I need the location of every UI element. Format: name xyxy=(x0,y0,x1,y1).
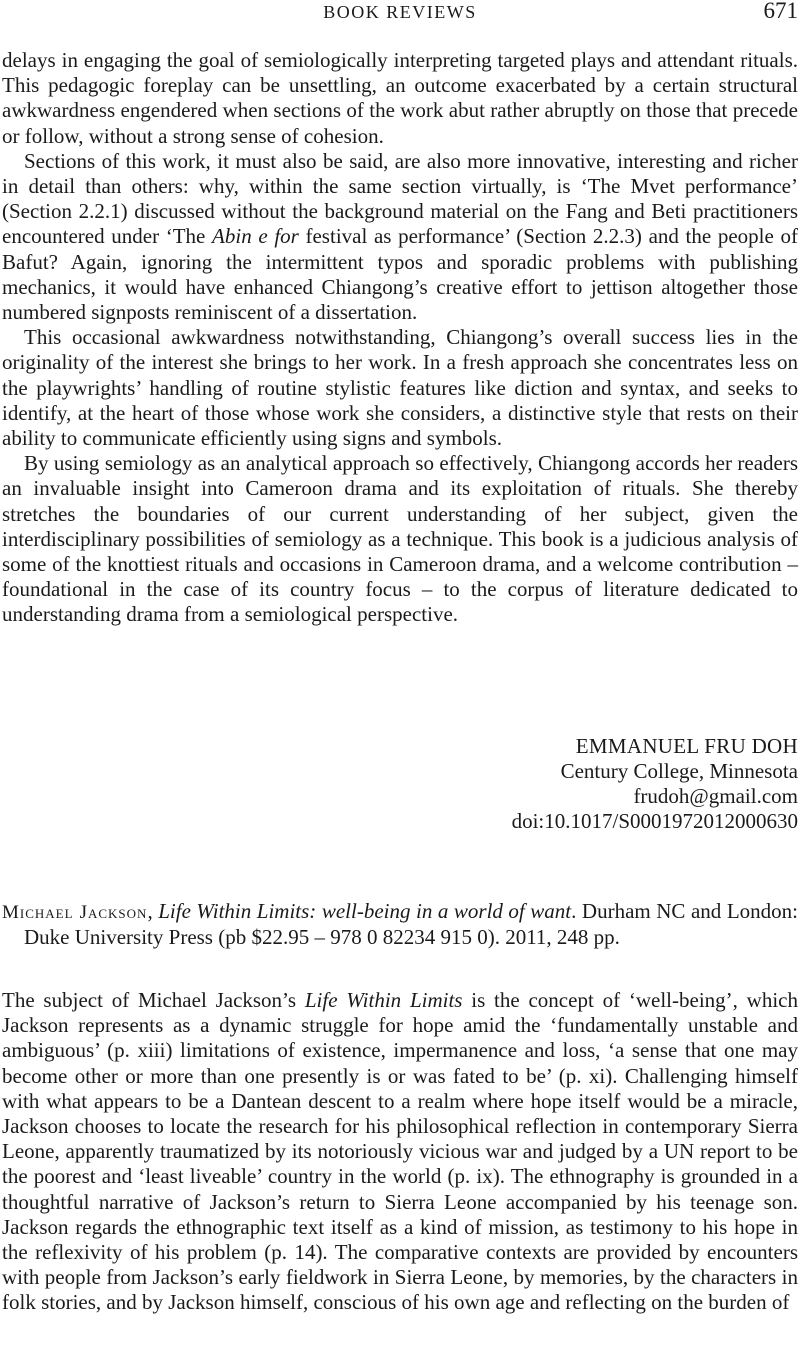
book-title-inline: Life Within Limits xyxy=(304,988,463,1012)
book-citation: Michael Jackson, Life Within Limits: well-being in a world of want. Durham NC and London: Duke University Press (pb $22.95 – 978 0 82234 915 0). 2011, 248 pp. xyxy=(2,899,798,950)
reviewer-affiliation: Century College, Minnesota xyxy=(560,759,798,783)
paragraph-conclusion: By using semiology as an analytical approach so effectively, Chiangong accords her readers an invaluable insight into Cameroon drama and its exploitation of rituals. She thereby stretches the boundaries of our current understanding of her subject, given the interdisciplinary possibilities of semiology as a technique. This book is a judicious analysis of some of the knottiest rituals and occasions in Cameroon drama, and a welcome contribution – foundational in the case of its country focus – to the corpus of literature dedicated to understanding drama from a semiological perspective. xyxy=(2,451,798,627)
festival-title: Abin e for xyxy=(212,224,299,249)
paragraph-success: This occasional awkwardness notwithstanding, Chiangong’s overall success lies in the originality of the interest she brings to her work. In a fresh approach she concentrates less on the playwrights’ handling of routine stylistic features like diction and syntax, and seeks to identify, at the heart of those whose work she considers, a distinctive style that rests on their ability to communicate efficiently using signs and symbols. xyxy=(2,325,798,451)
page-number: 671 xyxy=(763,0,798,23)
reviewer-name: EMMANUEL FRU DOH xyxy=(575,734,798,758)
review-two-body xyxy=(2,988,798,1316)
paragraph-text: festival as performance’ (Section 2.2.3) and the people of Bafut? Again, ignoring the intermittent typos and sporadic problems with publishing mechanics, it would have enhanced Chiangong’s creative effort to jettison altogether those numbered signposts reminiscent of a dissertation. xyxy=(2,224,798,325)
book-title: Life Within Limits: well-being in a world of want xyxy=(158,899,572,923)
doi: doi:10.1017/S0001972012000630 xyxy=(511,809,798,833)
paragraph-sections xyxy=(2,149,798,325)
paragraph-text: is the concept of ‘well-being’, which Jackson represents as a dynamic struggle for hope amid the ‘fundamentally unstable and ambiguous’ (p. xiii) limitations of existence, impermanence and loss, ‘a sense that one may become other or more than one presently is or was fated to be’ (p. xi). Challenging himself with what appears to be a Dantean descent to a realm where hope itself would be a miracle, Jackson chooses to locate the research for his philosophical reflection in contemporary Sierra Leone, apparently traumatized by its notoriously vicious war and judged by a UN report to be the poorest and ‘least liveable’ country in the world (p. ix). The ethnography is grounded in a thoughtful narrative of Jackson’s return to Sierra Leone accompanied by his teenage son. Jackson regards the ethnographic text itself as a kind of mission, as testimony to his hope in the reflexivity of his problem (p. 14). The comparative contexts are provided by encounters with people from Jackson’s early fieldwork in Sierra Leone, by memories, by the characters in folk stories, and by Jackson himself, conscious of his own age and reflecting on the burden of xyxy=(2,988,798,1315)
reviewer-signature xyxy=(198,734,798,834)
paragraph-continued: delays in engaging the goal of semiologically interpreting targeted plays and attendant rituals. This pedagogic foreplay can be unsettling, an outcome exacerbated by a certain structural awkwardness engendered when sections of the work abut rather abruptly on those that precede or follow, without a strong sense of cohesion. xyxy=(2,48,798,148)
paragraph-text: The subject of Michael Jackson’s xyxy=(2,988,305,1012)
paragraph-text: Sections of this work, it must also be said, are also more innovative, interesting and richer in detail than others: why, within the same section virtually, is ‘The Mvet performance’ (Section 2.2.1) discussed without the background material on the Fang and Beti practitioners encountered under ‘The xyxy=(2,148,798,249)
reviewer-email: frudoh@gmail.com xyxy=(633,784,798,808)
publication-details: . Durham NC and London: Duke University Press (pb $22.95 – 978 0 82234 915 0). 2011, 248 pp. xyxy=(24,899,798,950)
running-head: BOOK REVIEWS xyxy=(323,2,477,22)
page-header xyxy=(0,0,800,26)
book-author: Michael Jackson xyxy=(2,902,148,923)
paragraph-opening xyxy=(2,988,798,1316)
review-one-body xyxy=(2,48,798,628)
